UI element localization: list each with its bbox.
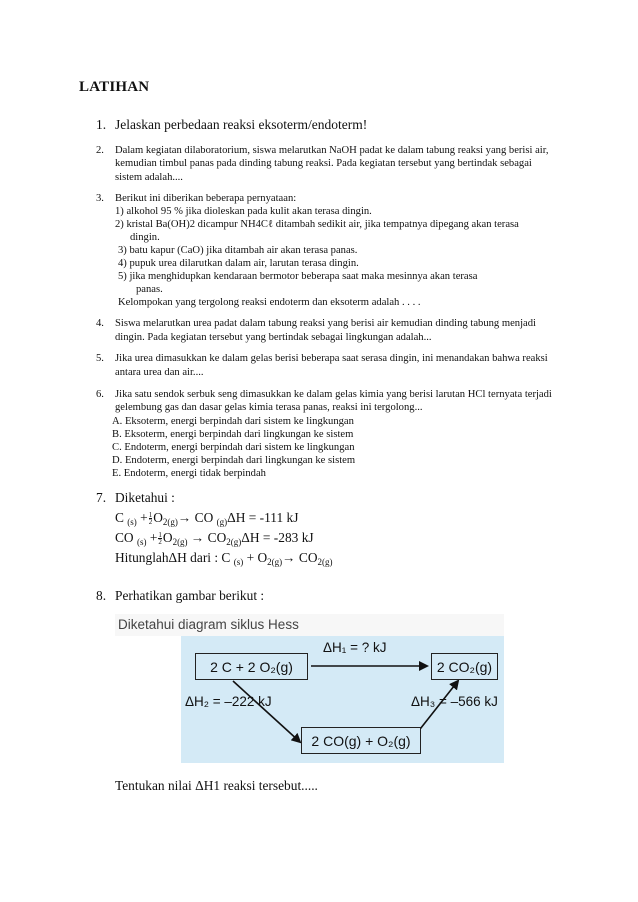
q1-number: 1. — [96, 117, 107, 132]
state: 2(g) — [162, 517, 178, 527]
q4-number: 4. — [96, 318, 104, 329]
q3-item: 5) jika menghidupkan kendaraan bermotor beberapa saat maka mesinnya akan terasa — [118, 271, 478, 282]
q6-option: C. Endoterm, energi berpindah dari sistem ke lingkungan — [112, 442, 355, 453]
q6-option: A. Eksoterm, energi berpindah dari sistem ke lingkungan — [112, 416, 354, 427]
reactant: O — [153, 510, 163, 525]
q8-number: 8. — [96, 588, 107, 603]
delta-h: ΔH = -283 kJ — [241, 530, 314, 545]
state: 2(g) — [226, 537, 242, 547]
q5-line: Jika urea dimasukkan ke dalam gelas berisi beberapa saat serasa dingin, ini menandakan bahwa reaksi — [115, 353, 548, 364]
reactant: C — [115, 510, 124, 525]
plus-sign: + — [140, 510, 148, 525]
state: 2(g) — [172, 537, 188, 547]
q4-line: dingin. Pada kegiatan tersebut yang bertindak sebagai lingkungan adalah... — [115, 332, 432, 343]
q3-item: 4) pupuk urea dilarutkan dalam air, larutan terasa dingin. — [118, 258, 359, 269]
hess-cycle-diagram — [115, 614, 504, 763]
q3-item: panas. — [136, 284, 163, 295]
plus-sign: + O — [246, 550, 268, 565]
q2-number: 2. — [96, 145, 104, 156]
box-reactants: 2 C + 2 O₂(g) — [195, 653, 308, 680]
q3-item: 1) alkohol 95 % jika dioleskan pada kulit akan terasa dingin. — [115, 206, 372, 217]
state: (s) — [233, 557, 244, 567]
fraction: $\frac{1}{2}$ — [148, 511, 153, 527]
arrow: → — [190, 530, 205, 545]
state: 2(g) — [267, 557, 283, 567]
q7-label: Diketahui : — [115, 490, 175, 505]
state: (s) — [136, 537, 147, 547]
state: (s) — [127, 517, 137, 527]
q2-line: kemudian timbul panas pada dinding tabung reaksi. Pada kegiatan tersebut yang bertindak sebagai — [115, 158, 532, 169]
q3-number: 3. — [96, 193, 104, 204]
q7-equation-2 — [115, 530, 314, 547]
q3-item: 2) kristal Ba(OH)2 dicampur NH4Cℓ ditambah sedikit air, jika tempatnya dipegang akan terasa — [115, 219, 519, 230]
q8-text: Perhatikan gambar berikut : — [115, 588, 265, 603]
reactant: O — [162, 530, 173, 545]
box-products: 2 CO₂(g) — [431, 653, 498, 680]
q6-option: B. Eksoterm, energi berpindah dari lingkungan ke sistem — [112, 429, 354, 440]
q6-option: D. Endoterm, energi berpindah dari lingkungan ke sistem — [112, 455, 356, 466]
q5-line: antara urea dan air.... — [115, 367, 204, 378]
plus-sign: + — [149, 530, 158, 545]
final-question: Tentukan nilai ΔH1 reaksi tersebut..... — [115, 778, 318, 793]
q6-line: Jika satu sendok serbuk seng dimasukkan ke dalam gelas kimia yang berisi larutan HCl ternyata terjadi — [115, 389, 552, 400]
dh3-label: ΔH₃ = –566 kJ — [411, 694, 498, 709]
state: 2(g) — [317, 557, 333, 567]
q6-number: 6. — [96, 389, 104, 400]
q2-line: sistem adalah.... — [115, 172, 183, 183]
dh2-label: ΔH₂ = –222 kJ — [185, 694, 272, 709]
q7-question — [115, 550, 333, 567]
product: CO — [194, 510, 214, 525]
q4-line: Siswa melarutkan urea padat dalam tabung reaksi yang berisi air kemudian dinding tabung menjadi — [115, 318, 536, 329]
q6-option: E. Endoterm, energi tidak berpindah — [112, 468, 266, 479]
q3-intro: Berikut ini diberikan beberapa pernyataan: — [115, 193, 297, 204]
reactant: CO — [115, 530, 134, 545]
page-title: LATIHAN — [79, 79, 150, 95]
q5-number: 5. — [96, 353, 104, 364]
q7-equation-1 — [115, 510, 298, 527]
q6-line: gelembung gas dan dasar gelas kimia terasa panas, reaksi ini tergolong... — [115, 402, 423, 413]
q1-text: Jelaskan perbedaan reaksi eksoterm/endoterm! — [115, 117, 368, 132]
box-intermediate: 2 CO(g) + O₂(g) — [301, 727, 421, 754]
diagram-caption: Diketahui diagram siklus Hess — [118, 617, 299, 632]
q3-item: 3) batu kapur (CaO) jika ditambah air akan terasa panas. — [118, 245, 358, 256]
product: CO — [207, 530, 227, 545]
arrow: → CO — [282, 550, 318, 565]
q3-item: dingin. — [130, 232, 160, 243]
arrow: → — [177, 510, 192, 525]
arrow-dh2 — [233, 681, 300, 742]
dh1-label: ΔH₁ = ? kJ — [323, 640, 387, 655]
q3-question: Kelompokan yang tergolong reaksi endoterm dan eksoterm adalah . . . . — [118, 297, 421, 308]
ask-label: HitunglahΔH dari : C — [115, 550, 231, 565]
delta-h: ΔH = -111 kJ — [227, 510, 299, 525]
q2-line: Dalam kegiatan dilaboratorium, siswa melarutkan NaOH padat ke dalam tabung reaksi yang berisi air, — [115, 145, 549, 156]
fraction: $\frac{1}{2}$ — [158, 531, 162, 547]
state: (g) — [216, 517, 228, 527]
q7-number: 7. — [96, 490, 107, 505]
